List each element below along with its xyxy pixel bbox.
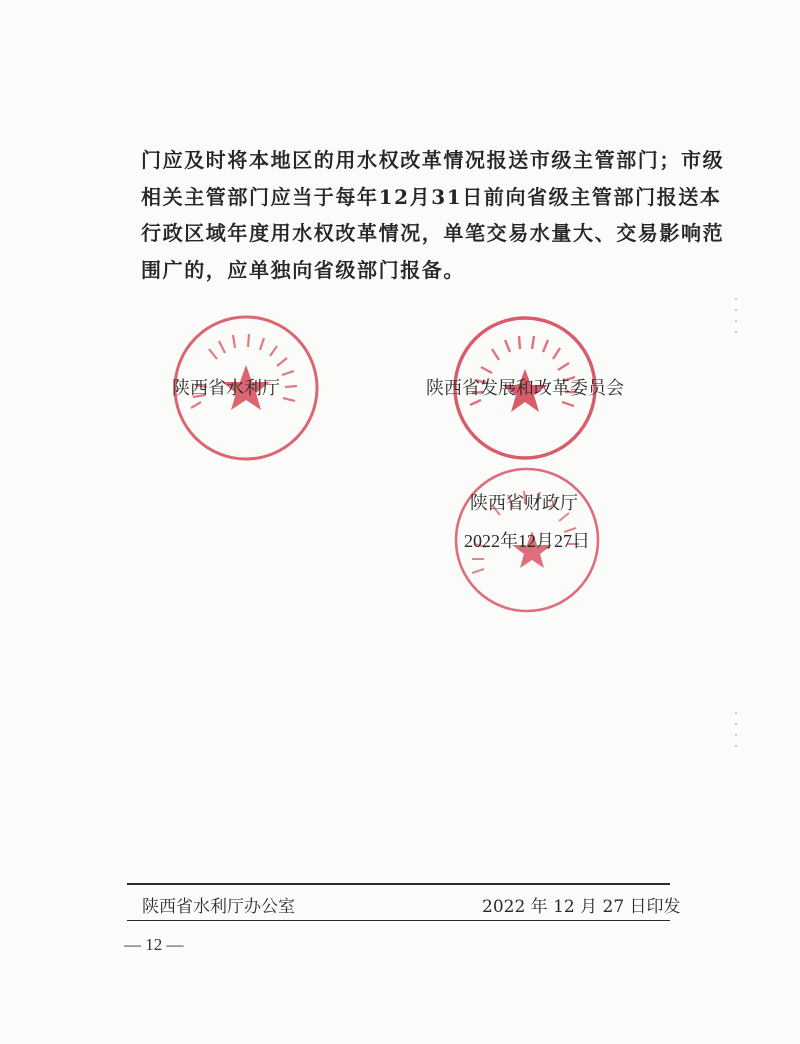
signature-date: 2022年12月27日 <box>464 531 590 551</box>
signature-water-dept: 陕西省水利厅 <box>172 378 280 399</box>
footer-top-rule <box>127 883 670 885</box>
body-line: 相关主管部门应当于每年12月31日前向省级主管部门报送本 <box>141 184 722 209</box>
body-paragraph <box>141 142 725 288</box>
body-line: 围广的，应单独向省级部门报备。 <box>141 257 465 282</box>
scan-mark <box>733 298 739 342</box>
body-line: 门应及时将本地区的用水权改革情况报送市级主管部门；市级 <box>141 148 725 172</box>
signature-ndrc: 陕西省发展和改革委员会 <box>426 378 624 399</box>
page-number: — 12 — <box>124 935 184 954</box>
body-line: 行政区域年度用水权改革情况，单笔交易水量大、交易影响范 <box>141 221 725 245</box>
scan-mark <box>733 712 739 756</box>
footer-bottom-rule <box>127 920 670 921</box>
footer-issue-date: 2022 年 12 月 27 日印发 <box>482 897 681 917</box>
footer-issuing-office: 陕西省水利厅办公室 <box>142 897 295 917</box>
signature-finance-dept: 陕西省财政厅 <box>470 493 578 514</box>
